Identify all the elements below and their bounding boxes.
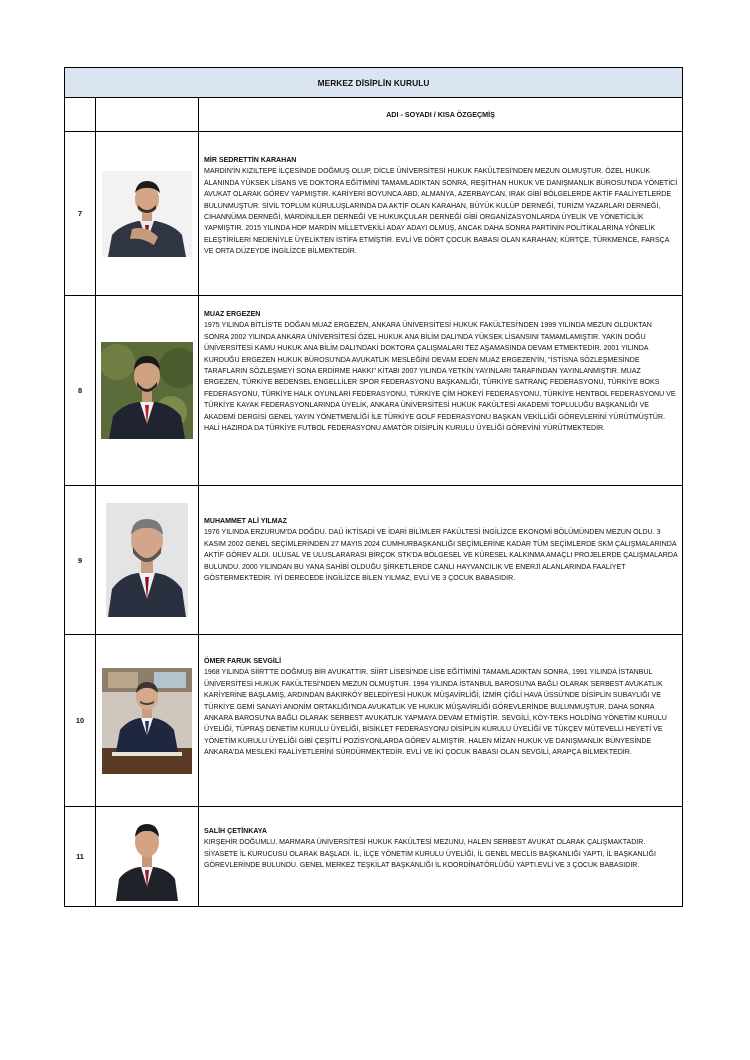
member-bio: 1968 YILINDA SİİRT'TE DOĞMUŞ BİR AVUKATTIR. SİİRT LİSESİ'NDE LİSE EĞİTİMİNİ TAMAMLADIKTAN SONRA, 1991 YILINDA İSTANBUL ÜNİVERSİTESİ HUKUK FAKÜLTESİ'NDEN MEZUN OLMUŞTUR. 1994 YILINDA İSTANBUL BAROSU'NA BAĞLI OLARAK SERBEST AVUKATLIK KARİYERİNE BAŞLAMIŞ, ARDINDAN BAKIRKÖY BELEDİYESİ HUKUK MÜŞAVİRLİĞİ, İZMİR ÇİĞLİ HAVA ÜSSÜ'NDE DİSİPLİN SUBAYLIĞI VE TÜRKİYE GEMİ SANAYİ ANONİM ORTAKLIĞI'NDA AVUKATLIK VE HUKUK MÜŞAVİRLİĞİ GÖREVLERİNDE BULUNMUŞTUR. DAHA SONRA ANKARA BAROSU'NA BAĞLI OLARAK SERBEST AVUKATLIK YAPMAYA DEVAM ETMİŞTİR. SEVGİLİ, KÖY-TEKS HOLDİNG YÖNETİM KURULU ÜYELİĞİ, TÜPRAŞ DENETİM KURULU ÜYELİĞİ, BİSİKLET FEDERASYONU DİSİPLİN KURULU ÜYELİĞİ VE TÜKÇEV MÜTEVELLİ HEYETİ VE YÖNETİM KURULU ÜYELİĞİ GİBİ ÇEŞİTLİ POZİSYONLARDA GÖREV ALMIŞTIR. HALEN MİZAN HUKUK VE DANIŞMANLIK BÜNYESİNDE ANKARA'DA MESLEKİ FAALİYETLERİNİ SÜRDÜRMEKTEDİR. EVLİ VE İKİ ÇOCUK BABASI OLAN SEVGİLİ, ARAPÇA BİLMEKTEDİR. (204, 669, 667, 757)
member-row (65, 296, 683, 486)
member-bio: MARDİN'İN KIZILTEPE İLÇESİNDE DOĞMUŞ OLUP, DİCLE ÜNİVERSİTESİ HUKUK FAKÜLTESİ'NDEN MEZUN OLMUŞTUR. ÖZEL HUKUK ALANINDA YÜKSEK LİSANS VE DOKTORA EĞİTİMİNİ TAMAMLADIKTAN SONRA, REŞİTHAN HUKUK VE DANIŞMANLIK BÜROSU'NDA YÖNETİCİ AVUKAT OLARAK GÖREV YAPMIŞTIR. KARİYERİ BOYUNCA ABD, ALMANYA, AZERBAYCAN, IRAK GİBİ BÖLGELERDE AKTİF FAALİYETLERDE BULUNMUŞTUR. SİVİL TOPLUM KURULUŞLARINDA DA AKTİF OLAN KARAHAN, BÜYÜK KULÜP DERNEĞİ, TURİZM YAZARLARI DERNEĞİ, CİHANNÜMA DERNEĞİ, MARDİNLİLER DERNEĞİ VE HUKUKÇULAR DERNEĞİ GİBİ ORGANİZASYONLARDA ÜYELİK VE YÖNETİCİLİK YAPMIŞTIR. 2015 YILINDA HDP MARDİN MİLLETVEKİLİ ADAY ADAYI OLMUŞ, ANCAK DAHA SONRA PARTİNİN POLİTİKALARINA YÖNELİK ELEŞTİRİLERİ NEDENİYLE ÜYELİKTEN İSTİFA ETMİŞTİR. EVLİ VE DÖRT ÇOCUK BABASI OLAN KARAHAN; KÜRTÇE, TÜRKMENCE, FARSÇA VE ORTA DÜZEYDE İNGİLİZCE BİLMEKTEDİR. (204, 168, 678, 256)
table-header-row (65, 98, 683, 132)
member-name: ÖMER FARUK SEVGİLİ (204, 658, 282, 665)
member-photo (102, 171, 192, 257)
member-bio: 1976 YILINDA ERZURUM'DA DOĞDU. DAÜ İKTİSADİ VE İDARİ BİLİMLER FAKÜLTESİ İNGİLİZCE EKONOMİ BÖLÜMÜNDEN MEZUN OLDU. 3 KASIM 2002 GENEL SEÇİMLERİNDEN 27 MAYIS 2024 CUMHURBAŞKANLIĞI SEÇİMLERİNE KADAR TÜM SEÇİMLERDE SKM ÇALIŞMALARINDA AKTİF GÖREV ALDI. ULUSAL VE ULUSLARARASI BİRÇOK STK'DA BÖLGESEL VE KÜRESEL KALKINMA AMAÇLI PROJELERDE ÇALIŞMALARDA BULUNDU. 2000 YILINDAN BU YANA SAHİBİ OLDUĞU ŞİRKETLERDE CANLI HAYVANCILIK VE ENERJİ ALANLARINDA FAALİYET GÖSTERMEKTEDİR. İYİ DERECEDE İNGİLİZCE BİLEN YILMAZ, EVLİ VE 3 ÇOCUK BABASIDIR. (204, 529, 678, 583)
member-photo-cell (96, 296, 199, 486)
member-photo-cell (96, 807, 199, 907)
member-row (65, 132, 683, 296)
member-number: 7 (65, 132, 96, 296)
member-photo (102, 668, 192, 774)
member-bio-cell (199, 486, 683, 635)
member-name: MİR SEDRETTİN KARAHAN (204, 157, 297, 164)
discipline-board-table (64, 67, 683, 907)
member-bio: 1975 YILINDA BİTLİS'TE DOĞAN MUAZ ERGEZEN, ANKARA ÜNİVERSİTESİ HUKUK FAKÜLTESİ'NDEN 1999 YILINDA MEZUN OLDUKTAN SONRA 2002 YILINDA ANKARA ÜNİVERSİTESİ ÖZEL HUKUK ANA BİLİM DALI'NDA YÜKSEK LİSANSINI TAMAMLAMIŞTIR. YAKIN DOĞU ÜNİVERSİTESİ KAMU HUKUK ANA BİLİM DALI'NDAKİ DOKTORA ÇALIŞMALARI TEZ AŞAMASINDA DEVAM ETMEKTEDİR. 2001 YILINDA KURDUĞU ERGEZEN HUKUK BÜROSU'NDA AVUKATLIK MESLEĞİNİ DEVAM EDEN MUAZ ERGEZEN'İN, "İSTİSNA SÖZLEŞMESİNDE TARAFLARIN SÖZLEŞMEYİ SONA ERDİRME HAKKI" KİTABI 2007 YILINDA YETKİN YAYINLARI TARAFINDAN YAYINLANMIŞTIR. MUAZ ERGEZEN, TÜRKİYE BEDENSEL ENGELLİLER SPOR FEDERASYONU BAŞKANLIĞI, TÜRKİYE SATRANÇ FEDERASYONU, TÜRKİYE BOKS FEDERASYONU, TÜRKİYE HALK OYUNLARI FEDERASYONU, TÜRKİYE ÇİM HOKEYİ FEDERASYONU, TÜRKİYE HENTBOL FEDERASYONU VE TÜRKİYE KAYAK FEDERASYONLARINDA ÜYELİK, ANKARA ÜNİVERSİTESİ HUKUK FAKÜLTESİ AKADEMİ TOPLULUĞU BAŞKANLIĞI VE AKADEMİ DERGİSİ GENEL YAYIN YÖNETMENLİĞİ İLE TÜRKİYE GOLF FEDERASYONU BAŞKAN VEKİLLİĞİ GÖREVLERİNİ YÜRÜTMÜŞTÜR. HALİ HAZIRDA DA TÜRKİYE FUTBOL FEDERASYONU AMATÖR DİSİPLİN KURULU ÜYELİĞİ GÖREVİNİ YÜRÜTMEKTEDİR. (204, 322, 676, 433)
table-title: MERKEZ DİSİPLİN KURULU (65, 68, 683, 98)
member-number: 9 (65, 486, 96, 635)
header-number-cell (65, 98, 96, 132)
member-number: 10 (65, 635, 96, 807)
member-number: 8 (65, 296, 96, 486)
column-header: ADI - SOYADI / KISA ÖZGEÇMİŞ (199, 98, 683, 132)
member-name: MUHAMMET ALİ YILMAZ (204, 518, 287, 525)
member-row (65, 807, 683, 907)
member-photo (114, 813, 180, 901)
member-row (65, 486, 683, 635)
member-photo-cell (96, 486, 199, 635)
member-bio-cell (199, 807, 683, 907)
member-row (65, 635, 683, 807)
member-name: MUAZ ERGEZEN (204, 311, 261, 318)
member-photo (106, 503, 188, 617)
table-title-row (65, 68, 683, 98)
member-bio: KIRŞEHİR DOĞUMLU. MARMARA ÜNİVERSİTESİ HUKUK FAKÜLTESİ MEZUNU, HALEN SERBEST AVUKAT OLARAK ÇALIŞMAKTADIR. SİYASETE İL KURUCUSU OLARAK BAŞLADI. İL, İLÇE YÖNETİM KURULU ÜYELİĞİ, İL GENEL MECLİS BAŞKANLIĞI YAPTI, İL BAŞKANLIĞI GÖREVLERİNDE BULUNDU. GENEL MERKEZ TEŞKİLAT BAŞKANLIĞI İL KOORDİNATÖRLÜĞÜ YAPTI.EVLİ VE 3 ÇOCUK BABASIDIR. (204, 839, 656, 870)
member-bio-cell (199, 296, 683, 486)
member-bio-cell (199, 635, 683, 807)
member-photo-cell (96, 635, 199, 807)
member-photo (101, 342, 193, 439)
header-photo-cell (96, 98, 199, 132)
member-name: SALİH ÇETİNKAYA (204, 828, 267, 835)
member-number: 11 (65, 807, 96, 907)
member-bio-cell (199, 132, 683, 296)
member-photo-cell (96, 132, 199, 296)
